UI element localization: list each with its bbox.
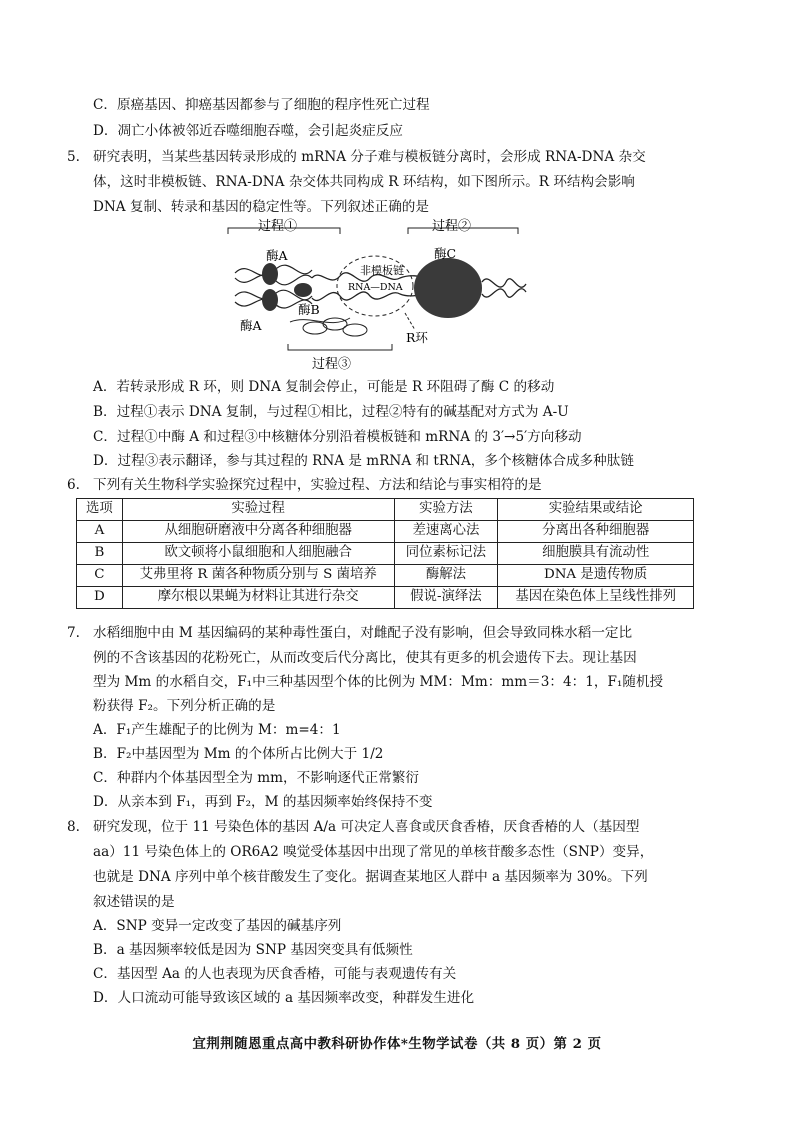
- q8-stem-line-4: 叙述错误的是: [93, 894, 175, 910]
- enzyme-b-shape: [294, 283, 312, 297]
- q8-stem-line-1: 研究发现，位于 11 号染色体的基因 A/a 可决定人喜食或厌食香椿，厌食香椿的人（基因型: [93, 819, 640, 835]
- table-cell: 基因在染色体上呈线性排列: [498, 587, 694, 609]
- process1-label: 过程①: [258, 219, 298, 234]
- table-header-row: [77, 499, 694, 521]
- q8-number: 8.: [67, 819, 80, 835]
- table-cell: 摩尔根以果蝇为材料让其进行杂交: [122, 587, 394, 609]
- table-cell: 从细胞研磨液中分离各种细胞器: [122, 521, 394, 543]
- r-loop-label: R环: [406, 330, 428, 345]
- table-row: [77, 521, 694, 543]
- q7-stem-line-3: 型为 Mm 的水稻自交，F₁中三种基因型个体的比例为 MM：Mm：mm＝3：4：1，F₁随机授: [93, 674, 664, 690]
- r-loop-diagram: [220, 218, 530, 376]
- q5-option-b: B．过程①表示 DNA 复制，与过程①相比，过程②特有的碱基配对方式为 A-U: [93, 404, 569, 420]
- q4-option-c: C．原癌基因、抑癌基因都参与了细胞的程序性死亡过程: [93, 97, 430, 113]
- enzyme-a-top-label: 酶A: [266, 248, 288, 263]
- enzyme-a-bottom-shape: [262, 289, 278, 311]
- table-header: 选项: [77, 499, 123, 521]
- q8-option-b: B．a 基因频率较低是因为 SNP 基因突变具有低频性: [93, 942, 413, 958]
- table-cell: DNA 是遗传物质: [498, 565, 694, 587]
- table-cell: B: [77, 543, 123, 565]
- enzyme-c-shape: [414, 258, 482, 318]
- q5-stem-line-1: 研究表明，当某些基因转录形成的 mRNA 分子难与模板链分离时，会形成 RNA-DNA 杂交: [93, 149, 646, 165]
- q7-number: 7.: [67, 625, 80, 641]
- right-dna-strand-1: [482, 279, 526, 287]
- r-loop-pointer: [405, 313, 415, 330]
- table-cell: 分离出各种细胞器: [498, 521, 694, 543]
- q7-stem-line-2: 例的不含该基因的花粉死亡，从而改变后代分离比，使其有更多的机会遗传下去。现让基因: [93, 650, 637, 666]
- q6-stem: 下列有关生物科学实验探究过程中，实验过程、方法和结论与事实相符的是: [93, 477, 542, 493]
- q7-option-b: B．F₂中基因型为 Mm 的个体所占比例大于 1/2: [93, 746, 384, 762]
- process3-label: 过程③: [312, 357, 352, 372]
- table-cell: 艾弗里将 R 菌各种物质分别与 S 菌培养: [122, 565, 394, 587]
- ribosome-3: [343, 324, 367, 336]
- q5-number: 5.: [67, 149, 80, 165]
- process2-label: 过程②: [432, 219, 472, 234]
- q4-option-d: D．凋亡小体被邻近吞噬细胞吞噬，会引起炎症反应: [93, 123, 403, 139]
- table-header: 实验过程: [122, 499, 394, 521]
- q8-stem-line-2: aa）11 号染色体上的 OR6A2 嗅觉受体基因中出现了常见的单核苷酸多态性（SNP）变异，: [93, 844, 654, 860]
- q5-option-d: D．过程③表示翻译，参与其过程的 RNA 是 mRNA 和 tRNA，多个核糖体合成多种肽链: [93, 453, 634, 469]
- q8-option-a: A．SNP 变异一定改变了基因的碱基序列: [93, 918, 342, 934]
- q8-stem-line-3: 也就是 DNA 序列中单个核苷酸发生了变化。据调查某地区人群中 a 基因频率为 30%。下列: [93, 869, 648, 885]
- q8-option-d: D．人口流动可能导致该区域的 a 基因频率改变，种群发生进化: [93, 990, 475, 1006]
- q5-stem-line-3: DNA 复制、转录和基因的稳定性等。下列叙述正确的是: [93, 199, 429, 215]
- q7-stem-line-1: 水稻细胞中由 M 基因编码的某种毒性蛋白，对雌配子没有影响，但会导致同株水稻一定比: [93, 625, 633, 641]
- table-cell: 欧文顿将小鼠细胞和人细胞融合: [122, 543, 394, 565]
- enzyme-a-bottom-label: 酶A: [240, 318, 262, 333]
- q6-number: 6.: [67, 477, 80, 493]
- table-cell: A: [77, 521, 123, 543]
- enzyme-c-label: 酶C: [434, 246, 457, 261]
- enzyme-a-top-shape: [262, 263, 278, 285]
- table-header: 实验结果或结论: [498, 499, 694, 521]
- nontemplate-label: 非模板链: [360, 264, 404, 277]
- table-cell: 酶解法: [394, 565, 498, 587]
- right-dna-strand-2: [482, 289, 526, 297]
- table-cell: 差速离心法: [394, 521, 498, 543]
- experiment-table: [76, 498, 694, 609]
- table-cell: C: [77, 565, 123, 587]
- table-cell: 细胞膜具有流动性: [498, 543, 694, 565]
- hybrid-label: RNA—DNA: [348, 282, 403, 293]
- table-row: [77, 565, 694, 587]
- q5-option-c: C．过程①中酶 A 和过程③中核糖体分别沿着模板链和 mRNA 的 3′→5′方向移动: [93, 429, 582, 445]
- q7-option-c: C．种群内个体基因型全为 mm，不影响逐代正常繁衍: [93, 770, 419, 786]
- q8-option-c: C．基因型 Aa 的人也表现为厌食香椿，可能与表观遗传有关: [93, 966, 457, 982]
- process3-bracket: [288, 344, 392, 350]
- q5-stem-line-2: 体，这时非模板链、RNA-DNA 杂交体共同构成 R 环结构，如下图所示。R 环结构会影响: [93, 174, 635, 190]
- enzyme-b-label: 酶B: [298, 302, 320, 317]
- table-header: 实验方法: [394, 499, 498, 521]
- table-cell: 同位素标记法: [394, 543, 498, 565]
- table-row: [77, 587, 694, 609]
- q7-stem-line-4: 粉获得 F₂。下列分析正确的是: [93, 698, 276, 714]
- q7-option-d: D．从亲本到 F₁，再到 F₂，M 的基因频率始终保持不变: [93, 794, 433, 810]
- table-cell: D: [77, 587, 123, 609]
- table-cell: 假说-演绎法: [394, 587, 498, 609]
- q7-option-a: A．F₁产生雄配子的比例为 M：m=4：1: [93, 722, 341, 738]
- q5-option-a: A．若转录形成 R 环，则 DNA 复制会停止，可能是 R 环阻碍了酶 C 的移动: [93, 379, 555, 395]
- page-footer: 宜荆荆随恩重点高中教科研协作体*生物学试卷（共 8 页）第 2 页: [192, 1036, 602, 1052]
- table-row: [77, 543, 694, 565]
